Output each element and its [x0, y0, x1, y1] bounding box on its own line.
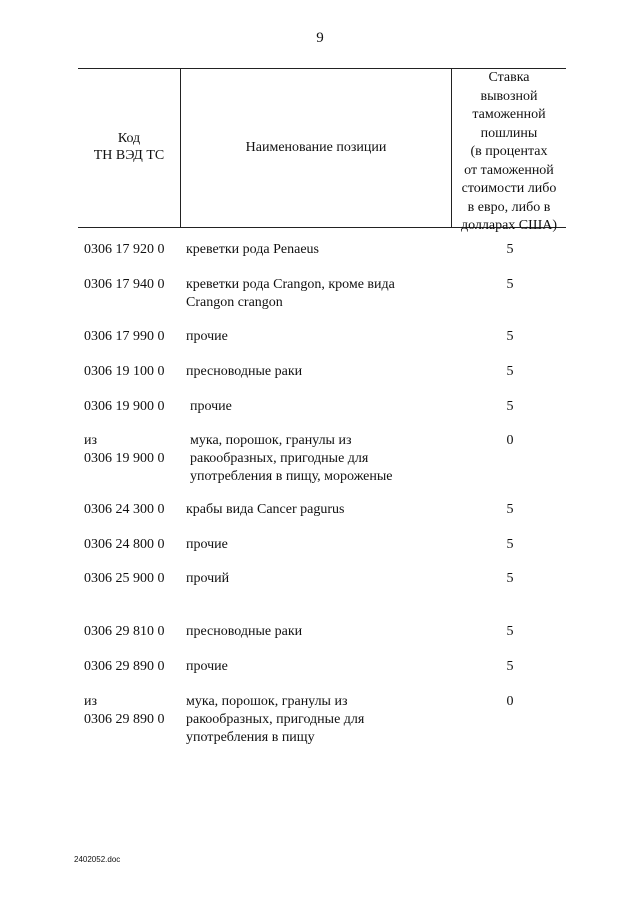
row-name [190, 398, 450, 416]
header-rate-line: в евро, либо в [467, 199, 551, 215]
header-rate-line: вывозной [480, 88, 538, 104]
row-name-line: мука, порошок, гранулы из [186, 694, 348, 709]
row-name [186, 328, 446, 346]
header-rate-line: долларах США) [460, 218, 558, 233]
row-name-line: креветки рода Crangon, кроме вида [186, 277, 395, 292]
row-name [186, 501, 446, 519]
row-code: 0306 19 100 0 [84, 364, 165, 379]
row-name-line: прочий [186, 571, 230, 586]
row-code: 0306 29 810 0 [84, 624, 165, 639]
row-name-line: Crangon crangon [186, 295, 283, 310]
row-code-value: 0306 19 900 0 [84, 451, 165, 466]
header-rate-line: стоимости либо [461, 181, 557, 196]
row-rate: 5 [506, 364, 514, 379]
header-code-line2: ТН ВЭД ТС [93, 148, 165, 163]
row-name-line: употребления в пищу [186, 730, 315, 745]
row-code: 0306 25 900 0 [84, 571, 165, 586]
row-name-line: пресноводные раки [186, 364, 303, 379]
row-code-prefix: из [84, 694, 98, 709]
row-name [186, 276, 446, 312]
row-code [84, 693, 184, 729]
row-name-line: прочие [186, 329, 228, 344]
row-name [186, 693, 446, 747]
row-code: 0306 24 800 0 [84, 537, 165, 552]
row-name [186, 658, 446, 676]
header-rate-line: таможенной [472, 107, 546, 122]
footer-doc-id: 2402052.doc [74, 855, 121, 864]
row-rate: 5 [506, 242, 514, 257]
row-rate: 5 [506, 624, 514, 639]
header-code-line1: Код [117, 131, 141, 146]
header-rate-line: пошлины [480, 125, 538, 141]
row-name-line: ракообразных, пригодные для [186, 712, 365, 727]
header-code [78, 130, 180, 164]
row-code: 0306 17 940 0 [84, 277, 165, 292]
row-rate: 5 [506, 502, 514, 517]
header-rate-line: (в процентах [470, 144, 548, 159]
header-name: Наименование позиции [245, 140, 387, 155]
row-rate: 5 [506, 399, 514, 414]
row-code: 0306 17 990 0 [84, 329, 165, 344]
row-name-line: ракообразных, пригодные для [190, 451, 369, 466]
row-name [186, 241, 446, 259]
row-name [186, 363, 446, 381]
row-name-line: прочие [186, 659, 228, 674]
row-rate: 0 [506, 433, 514, 448]
row-name [186, 623, 446, 641]
row-rate: 5 [506, 659, 514, 674]
row-name [186, 570, 446, 588]
page-number: 9 [316, 30, 324, 46]
row-rate: 5 [506, 277, 514, 292]
row-code-prefix: из [84, 433, 98, 448]
row-code-value: 0306 29 890 0 [84, 712, 165, 727]
row-name-line: креветки рода Penaeus [186, 242, 319, 257]
row-name-line: крабы вида Cancer pagurus [186, 502, 345, 517]
row-rate: 5 [506, 329, 514, 344]
row-code: 0306 24 300 0 [84, 502, 165, 517]
header-rate-line: от таможенной [464, 162, 554, 178]
row-name-line: мука, порошок, гранулы из [190, 433, 352, 448]
row-rate: 5 [506, 571, 514, 586]
row-name-line: употребления в пищу, мороженые [190, 469, 393, 484]
row-code: 0306 17 920 0 [84, 242, 165, 257]
row-name [190, 432, 450, 486]
row-rate: 0 [506, 694, 514, 709]
row-name [186, 536, 446, 554]
row-name-line: пресноводные раки [186, 624, 303, 639]
row-code [84, 432, 184, 468]
row-name-line: прочие [186, 537, 228, 552]
row-name-line: прочие [190, 399, 232, 414]
row-code: 0306 19 900 0 [84, 399, 165, 414]
row-rate: 5 [506, 537, 514, 552]
row-code: 0306 29 890 0 [84, 659, 165, 674]
header-rate [451, 69, 567, 236]
header-rate-line: Ставка [488, 70, 530, 85]
